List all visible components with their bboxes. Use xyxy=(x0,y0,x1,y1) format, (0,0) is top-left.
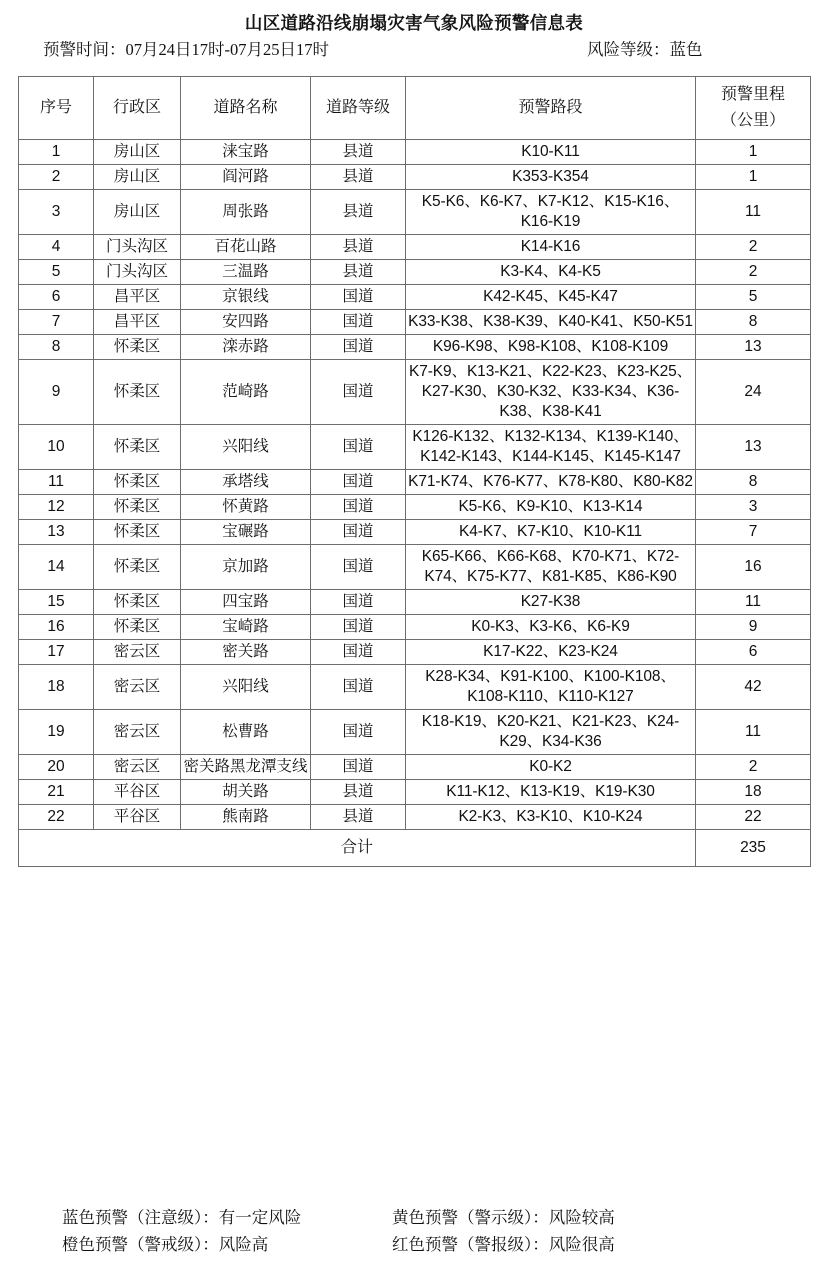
table-row xyxy=(19,285,811,310)
table-row xyxy=(19,545,811,590)
row-warning-section: K126-K132、K132-K134、K139-K140、K142-K143、K144-K145、K145-K147 xyxy=(406,425,696,470)
row-district: 密云区 xyxy=(94,640,181,665)
row-road-grade: 国道 xyxy=(311,495,406,520)
row-no: 18 xyxy=(19,665,94,710)
row-road-grade: 国道 xyxy=(311,615,406,640)
row-no: 16 xyxy=(19,615,94,640)
row-road-grade: 国道 xyxy=(311,545,406,590)
row-warning-mileage: 18 xyxy=(696,780,811,805)
row-road-name: 阎河路 xyxy=(181,165,311,190)
row-road-grade: 县道 xyxy=(311,260,406,285)
row-warning-mileage: 2 xyxy=(696,260,811,285)
table-row xyxy=(19,615,811,640)
table-row xyxy=(19,190,811,235)
row-road-name: 兴阳线 xyxy=(181,425,311,470)
row-warning-mileage: 24 xyxy=(696,360,811,425)
column-header-road-grade: 道路等级 xyxy=(311,77,406,140)
table-row xyxy=(19,780,811,805)
page-title: 山区道路沿线崩塌灾害气象风险预警信息表 xyxy=(244,13,584,33)
row-road-name: 百花山路 xyxy=(181,235,311,260)
row-warning-section: K28-K34、K91-K100、K100-K108、K108-K110、K110-K127 xyxy=(406,665,696,710)
row-district: 怀柔区 xyxy=(94,615,181,640)
column-header-district: 行政区 xyxy=(94,77,181,140)
row-road-grade: 国道 xyxy=(311,335,406,360)
row-warning-section: K2-K3、K3-K10、K10-K24 xyxy=(406,805,696,830)
row-road-grade: 国道 xyxy=(311,360,406,425)
row-warning-mileage: 8 xyxy=(696,310,811,335)
table-row xyxy=(19,425,811,470)
warning-time-label: 预警时间：07月24日17时-07月25日17时 xyxy=(43,40,329,59)
row-warning-section: K4-K7、K7-K10、K10-K11 xyxy=(406,520,696,545)
row-road-name: 胡关路 xyxy=(181,780,311,805)
table-row xyxy=(19,310,811,335)
row-warning-mileage: 11 xyxy=(696,190,811,235)
row-no: 11 xyxy=(19,470,94,495)
row-road-grade: 国道 xyxy=(311,665,406,710)
row-road-name: 承塔线 xyxy=(181,470,311,495)
row-warning-mileage: 2 xyxy=(696,755,811,780)
row-district: 怀柔区 xyxy=(94,590,181,615)
row-no: 5 xyxy=(19,260,94,285)
row-road-grade: 国道 xyxy=(311,425,406,470)
row-warning-mileage: 9 xyxy=(696,615,811,640)
meta-row xyxy=(0,36,828,66)
table-row xyxy=(19,665,811,710)
legend-yellow-warning: 黄色预警（警示级）：风险较高 xyxy=(392,1208,615,1227)
row-road-name: 兴阳线 xyxy=(181,665,311,710)
row-road-name: 涞宝路 xyxy=(181,140,311,165)
column-header-road-name: 道路名称 xyxy=(181,77,311,140)
risk-level-label: 风险等级：蓝色 xyxy=(587,40,703,59)
table-total-row xyxy=(19,830,811,867)
legend-orange-warning: 橙色预警（警戒级）：风险高 xyxy=(62,1235,269,1254)
table-row xyxy=(19,495,811,520)
row-warning-section: K11-K12、K13-K19、K19-K30 xyxy=(406,780,696,805)
row-road-grade: 国道 xyxy=(311,755,406,780)
row-road-grade: 县道 xyxy=(311,190,406,235)
table-row xyxy=(19,805,811,830)
row-no: 8 xyxy=(19,335,94,360)
row-no: 15 xyxy=(19,590,94,615)
row-no: 1 xyxy=(19,140,94,165)
row-district: 密云区 xyxy=(94,665,181,710)
row-warning-section: K14-K16 xyxy=(406,235,696,260)
column-header-no: 序号 xyxy=(19,77,94,140)
row-district: 怀柔区 xyxy=(94,495,181,520)
row-district: 门头沟区 xyxy=(94,235,181,260)
row-district: 怀柔区 xyxy=(94,470,181,495)
row-warning-mileage: 7 xyxy=(696,520,811,545)
row-district: 怀柔区 xyxy=(94,360,181,425)
row-warning-mileage: 1 xyxy=(696,165,811,190)
row-no: 22 xyxy=(19,805,94,830)
row-no: 14 xyxy=(19,545,94,590)
table-body xyxy=(19,140,811,867)
row-district: 密云区 xyxy=(94,710,181,755)
row-road-name: 滦赤路 xyxy=(181,335,311,360)
row-district: 房山区 xyxy=(94,190,181,235)
row-road-grade: 县道 xyxy=(311,235,406,260)
legend-line-1 xyxy=(0,1206,828,1233)
row-warning-mileage: 3 xyxy=(696,495,811,520)
table-row xyxy=(19,235,811,260)
row-warning-section: K10-K11 xyxy=(406,140,696,165)
row-road-grade: 县道 xyxy=(311,805,406,830)
row-road-name: 宝崎路 xyxy=(181,615,311,640)
row-district: 怀柔区 xyxy=(94,335,181,360)
row-road-name: 四宝路 xyxy=(181,590,311,615)
row-warning-section: K71-K74、K76-K77、K78-K80、K80-K82 xyxy=(406,470,696,495)
legend-red-warning: 红色预警（警报级）：风险很高 xyxy=(392,1235,615,1254)
table-row xyxy=(19,260,811,285)
row-no: 10 xyxy=(19,425,94,470)
row-no: 6 xyxy=(19,285,94,310)
row-district: 昌平区 xyxy=(94,285,181,310)
row-no: 21 xyxy=(19,780,94,805)
row-road-name: 松曹路 xyxy=(181,710,311,755)
row-warning-section: K17-K22、K23-K24 xyxy=(406,640,696,665)
row-no: 17 xyxy=(19,640,94,665)
row-warning-section: K5-K6、K6-K7、K7-K12、K15-K16、K16-K19 xyxy=(406,190,696,235)
table-row xyxy=(19,755,811,780)
row-no: 4 xyxy=(19,235,94,260)
row-road-grade: 县道 xyxy=(311,780,406,805)
row-district: 平谷区 xyxy=(94,780,181,805)
row-no: 7 xyxy=(19,310,94,335)
row-no: 19 xyxy=(19,710,94,755)
row-road-name: 熊南路 xyxy=(181,805,311,830)
row-warning-section: K0-K2 xyxy=(406,755,696,780)
table-row xyxy=(19,710,811,755)
row-road-name: 宝碾路 xyxy=(181,520,311,545)
row-road-name: 京加路 xyxy=(181,545,311,590)
table-row xyxy=(19,140,811,165)
row-district: 密云区 xyxy=(94,755,181,780)
row-district: 平谷区 xyxy=(94,805,181,830)
row-district: 昌平区 xyxy=(94,310,181,335)
warning-table-container xyxy=(18,76,810,867)
row-road-name: 安四路 xyxy=(181,310,311,335)
row-warning-section: K18-K19、K20-K21、K21-K23、K24-K29、K34-K36 xyxy=(406,710,696,755)
row-warning-section: K96-K98、K98-K108、K108-K109 xyxy=(406,335,696,360)
mileage-header-line2: （公里） xyxy=(720,112,785,129)
row-road-grade: 县道 xyxy=(311,165,406,190)
row-warning-section: K65-K66、K66-K68、K70-K71、K72-K74、K75-K77、K81-K85、K86-K90 xyxy=(406,545,696,590)
row-district: 怀柔区 xyxy=(94,425,181,470)
row-road-grade: 国道 xyxy=(311,710,406,755)
row-warning-section: K7-K9、K13-K21、K22-K23、K23-K25、K27-K30、K30-K32、K33-K34、K36-K38、K38-K41 xyxy=(406,360,696,425)
row-warning-section: K353-K354 xyxy=(406,165,696,190)
row-district: 房山区 xyxy=(94,165,181,190)
row-district: 门头沟区 xyxy=(94,260,181,285)
row-warning-mileage: 13 xyxy=(696,425,811,470)
row-warning-mileage: 2 xyxy=(696,235,811,260)
row-warning-mileage: 11 xyxy=(696,590,811,615)
table-row xyxy=(19,165,811,190)
row-district: 怀柔区 xyxy=(94,545,181,590)
row-warning-section: K27-K38 xyxy=(406,590,696,615)
mileage-header-line1: 预警里程 xyxy=(720,86,785,103)
row-road-name: 怀黄路 xyxy=(181,495,311,520)
row-warning-mileage: 6 xyxy=(696,640,811,665)
warning-table xyxy=(18,76,811,867)
row-no: 13 xyxy=(19,520,94,545)
row-warning-mileage: 13 xyxy=(696,335,811,360)
row-road-grade: 国道 xyxy=(311,285,406,310)
total-label: 合计 xyxy=(19,830,696,867)
row-no: 9 xyxy=(19,360,94,425)
row-warning-section: K3-K4、K4-K5 xyxy=(406,260,696,285)
row-road-name: 范崎路 xyxy=(181,360,311,425)
row-district: 房山区 xyxy=(94,140,181,165)
legend-block xyxy=(0,1206,828,1260)
row-district: 怀柔区 xyxy=(94,520,181,545)
legend-blue-warning: 蓝色预警（注意级）：有一定风险 xyxy=(62,1208,302,1227)
table-row xyxy=(19,590,811,615)
row-road-name: 密关路黑龙潭支线 xyxy=(181,755,311,780)
row-road-name: 周张路 xyxy=(181,190,311,235)
column-header-warning-section: 预警路段 xyxy=(406,77,696,140)
row-road-grade: 国道 xyxy=(311,310,406,335)
row-road-grade: 国道 xyxy=(311,590,406,615)
table-row xyxy=(19,335,811,360)
table-row xyxy=(19,640,811,665)
row-no: 2 xyxy=(19,165,94,190)
row-warning-mileage: 1 xyxy=(696,140,811,165)
table-row xyxy=(19,520,811,545)
total-mileage: 235 xyxy=(696,830,811,867)
row-warning-mileage: 5 xyxy=(696,285,811,310)
row-no: 12 xyxy=(19,495,94,520)
row-road-grade: 县道 xyxy=(311,140,406,165)
table-row xyxy=(19,360,811,425)
row-warning-mileage: 22 xyxy=(696,805,811,830)
row-warning-mileage: 11 xyxy=(696,710,811,755)
row-road-grade: 国道 xyxy=(311,470,406,495)
row-road-grade: 国道 xyxy=(311,520,406,545)
row-no: 3 xyxy=(19,190,94,235)
table-row xyxy=(19,470,811,495)
row-warning-section: K42-K45、K45-K47 xyxy=(406,285,696,310)
column-header-warning-mileage xyxy=(696,77,811,140)
row-warning-section: K0-K3、K3-K6、K6-K9 xyxy=(406,615,696,640)
table-header-row xyxy=(19,77,811,140)
legend-line-2 xyxy=(0,1233,828,1260)
row-warning-section: K5-K6、K9-K10、K13-K14 xyxy=(406,495,696,520)
row-warning-mileage: 42 xyxy=(696,665,811,710)
row-warning-mileage: 16 xyxy=(696,545,811,590)
row-road-name: 京银线 xyxy=(181,285,311,310)
row-road-grade: 国道 xyxy=(311,640,406,665)
row-road-name: 三温路 xyxy=(181,260,311,285)
row-warning-section: K33-K38、K38-K39、K40-K41、K50-K51 xyxy=(406,310,696,335)
row-warning-mileage: 8 xyxy=(696,470,811,495)
row-no: 20 xyxy=(19,755,94,780)
row-road-name: 密关路 xyxy=(181,640,311,665)
